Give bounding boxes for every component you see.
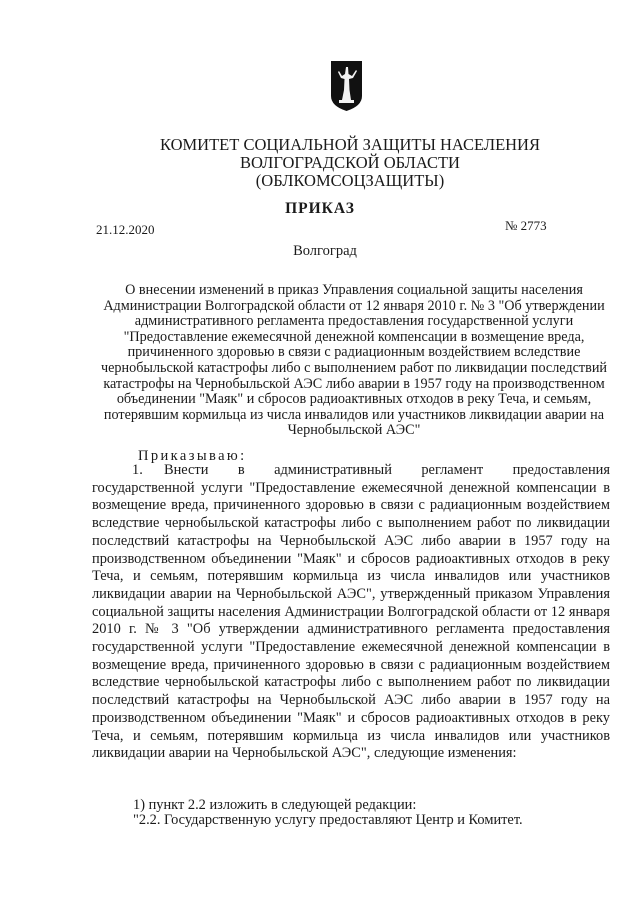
document-subject: О внесении изменений в приказ Управления социальной защиты населения Администрации Волгоградской области от 12 января 2010 г. № 3 "Об утверждении административного регламента предоставления государственной услуги "Предоставление ежемесячной денежной компенсации в возмещение вреда, причиненного здоровью в связи с радиационным воздействием вследствие чернобыльской катастрофы либо с выполнением работ по ликвидации последствий катастрофы на Чернобыльской АЭС либо аварии в 1957 году на производственном объединении "Маяк" и сбросов радиоактивных отходов в реку Теча, и семьям, потерявшим кормильца из числа инвалидов или участников ликвидации аварии на Чернобыльской АЭС"	[100, 282, 608, 439]
document-date: 21.12.2020	[96, 222, 155, 237]
paragraph-1	[92, 462, 610, 763]
order-word: Приказываю:	[138, 448, 247, 464]
document-number: № 2773	[505, 218, 547, 233]
organization-header	[130, 136, 570, 190]
header-line-2: ВОЛГОГРАДСКОЙ ОБЛАСТИ	[240, 153, 460, 172]
document-city: Волгоград	[293, 243, 357, 259]
paragraph-1-number: 1.	[132, 462, 143, 478]
paragraph-1-text: Внести в административный регламент предоставления государственной услуги "Предоставление ежемесячной денежной компенсации в возмещение вреда, причиненного здоровью в связи с радиационным воздействием вследствие чернобыльской катастрофы либо с выполнением работ по ликвидации последствий катастрофы на Чернобыльской АЭС либо аварии в 1957 году на производственном объединении "Маяк" и сбросов радиоактивных отходов в реку Теча, и семьям, потерявшим кормильца из числа инвалидов или участников ликвидации аварии на Чернобыльской АЭС", утвержденный приказом Управления социальной защиты населения Администрации Волгоградской области от 12 января 2010 г. № 3 "Об утверждении административного регламента предоставления государственной услуги "Предоставление ежемесячной денежной компенсации в возмещение вреда, причиненного здоровью в связи с радиационным воздействием вследствие чернобыльской катастрофы либо с выполнением работ по ликвидации последствий катастрофы на Чернобыльской АЭС либо аварии в 1957 году на производственном объединении "Маяк" и сбросов радиоактивных отходов в реку Теча, и семьям, потерявшим кормильца из числа инвалидов или участников ликвидации аварии на Чернобыльской АЭС", следующие изменения:	[92, 462, 610, 762]
document-title: ПРИКАЗ	[285, 200, 355, 217]
list-item-2: "2.2. Государственную услугу предоставляют Центр и Комитет.	[133, 812, 523, 828]
coat-of-arms-emblem	[330, 60, 363, 112]
list-item-1: 1) пункт 2.2 изложить в следующей редакции:	[133, 797, 417, 813]
header-line-3: (ОБЛКОМСОЦЗАЩИТЫ)	[255, 171, 445, 190]
header-line-1: КОМИТЕТ СОЦИАЛЬНОЙ ЗАЩИТЫ НАСЕЛЕНИЯ	[160, 135, 540, 154]
